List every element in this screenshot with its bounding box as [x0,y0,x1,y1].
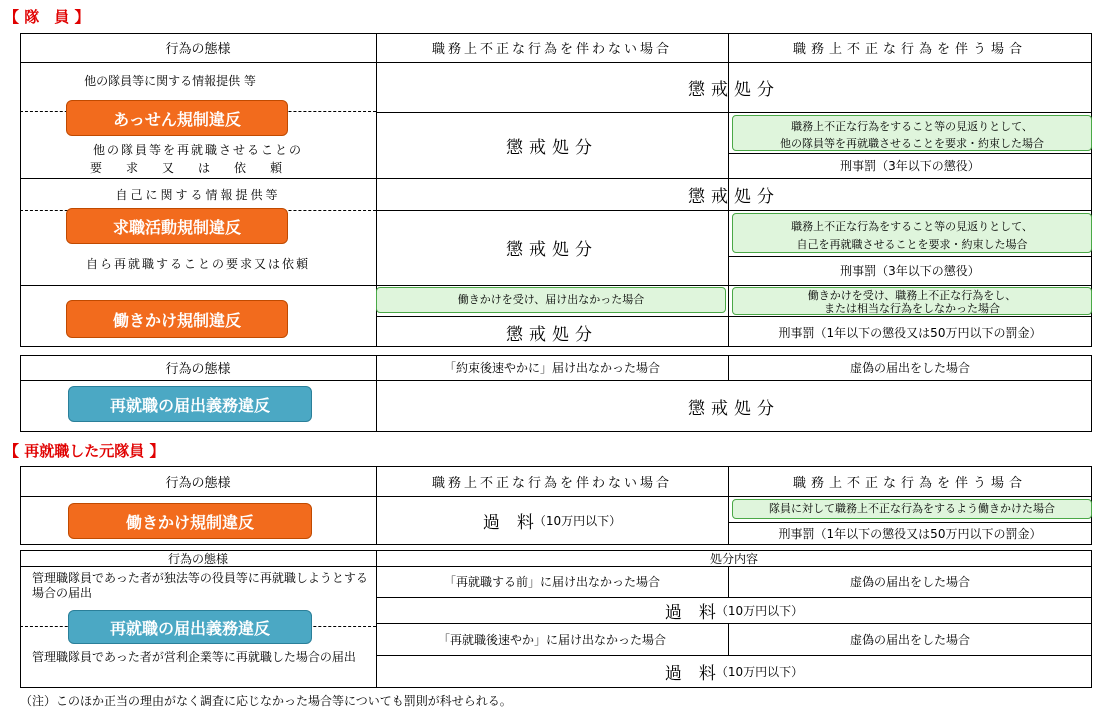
t3-header-with: 職務上不正な行為を伴う場合 [792,475,1027,491]
r1-disciplinary: 懲戒処分 [506,137,598,158]
r1-green-box: 職務上不正な行為をすること等の見返りとして、 他の隊員等を再就職させることを要求・約束した場合 [732,115,1092,151]
t3-header-without: 職務上不正な行為を伴わない場合 [431,475,672,491]
header-without-misconduct: 職務上不正な行為を伴わない場合 [431,42,672,57]
r1-top-result: 懲戒処分 [688,79,780,100]
badge-job-seeking-violation: 求職活動規制違反 [66,208,288,244]
t2-header-false: 虚偽の届出をした場合 [849,361,970,375]
r2-disciplinary: 懲戒処分 [506,240,598,260]
t3-header-conduct: 行為の態様 [165,475,231,491]
badge-former-notification-violation: 再就職の届出義務違反 [68,610,312,644]
t4-header-disposition: 処分内容 [709,551,758,566]
badge-former-solicitation-violation: 働きかけ規制違反 [68,503,312,539]
t3-green-box: 隊員に対して職務上不正な行為をするよう働きかけた場合 [732,499,1092,519]
t2-header-late: 「約束後速やかに」届け出なかった場合 [443,361,660,375]
badge-solicitation-violation: 働きかけ規制違反 [66,300,288,338]
r1-top-text: 他の隊員等に関する情報提供 等 [84,73,256,88]
r3-disciplinary: 懲戒処分 [506,325,598,345]
t4-sub1-late: 「再就職する前」に届け出なかった場合 [443,575,660,589]
t2-header-conduct: 行為の態様 [165,362,231,377]
r2-sub: 自ら再就職することの要求又は依頼 [85,256,310,271]
r3-green-right: 働きかけを受け、職務上不正な行為をし、 または相当な行為をしなかった場合 [732,287,1092,315]
r3-criminal-penalty: 刑事罰（1年以下の懲役又は50万円以下の罰金） [778,326,1042,340]
r2-top-text: 自己に関する情報提供等 [115,187,281,202]
t3-fine: 過 料 （10万円以下） [482,513,622,533]
r2-criminal-penalty: 刑事罰（3年以下の懲役） [840,264,980,278]
r2-green-box: 職務上不正な行為をすること等の見返りとして、 自己を再就職させることを要求・約束した場合 [732,213,1092,253]
badge-mediation-violation: あっせん規制違反 [66,100,288,136]
t3-criminal-penalty: 刑事罰（1年以下の懲役又は50万円以下の罰金） [778,527,1042,541]
t4-sub2-false: 虚偽の届出をした場合 [849,632,970,647]
t4-sub2-late: 「再就職後速やか」に届け出なかった場合 [437,632,666,647]
t4-bottom-text: 管理職隊員であった者が営利企業等に再就職した場合の届出 [32,650,356,664]
r1-sub-line2: 要求又は依頼 [89,160,306,175]
header-with-misconduct: 職務上不正な行為を伴う場合 [792,42,1027,57]
r2-top-result: 懲戒処分 [688,186,780,207]
section-title-former-members: 【 再就職した元隊員 】 [4,442,165,460]
r1-criminal-penalty: 刑事罰（3年以下の懲役） [840,159,980,173]
badge-notification-violation: 再就職の届出義務違反 [68,386,312,422]
t4-fine1: 過 料 （10万円以下） [664,602,804,623]
t4-fine2: 過 料 （10万円以下） [664,664,804,684]
header-conduct: 行為の態様 [165,42,231,57]
footnote: （注）このほか正当の理由がなく調査に応じなかった場合等についても罰則が科せられる。 [20,694,512,708]
r1-sub-line1: 他の隊員等を再就職させることの [92,142,303,157]
r3-green-left: 働きかけを受け、届け出なかった場合 [376,287,726,313]
t4-top-text: 管理職隊員であった者が独法等の役員等に再就職しようとする場合の届出 [32,571,368,600]
section-title-members: 【 隊 員 】 [4,8,90,26]
t4-sub1-false: 虚偽の届出をした場合 [849,575,970,589]
t4-header-conduct: 行為の態様 [167,551,228,566]
t2-disciplinary: 懲戒処分 [688,398,780,419]
